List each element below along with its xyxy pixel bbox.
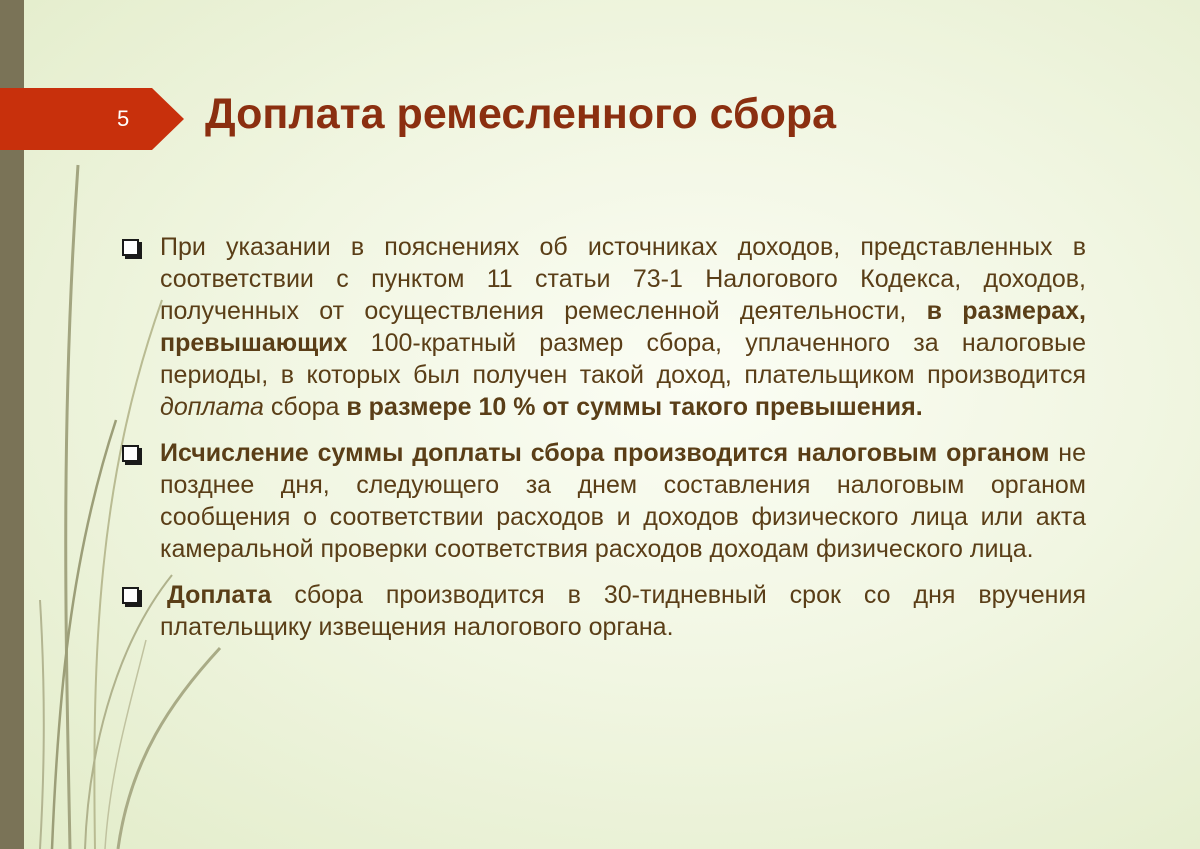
checkbox-bullet-icon [122,239,139,256]
slide-number: 5 [117,106,130,131]
bullet-text-bold: в размере 10 % от суммы такого превышения. [346,393,923,421]
bullet-list [122,231,1086,643]
checkbox-bullet-icon [122,587,139,604]
bullet-text-bold: Доплата [167,581,272,609]
bullet-text: При указании в пояснениях об источниках доходов, представленных в соответствии с пунктом 11 статьи 73-1 Налогового Кодекса, доходов, полученных от осуществления ремесленной деятельности, [160,233,1086,325]
bullet-text-bold: Исчисление суммы доплаты сбора производится налоговым органом [160,439,1050,467]
bullet-text-italic: доплата [160,393,264,421]
bullet-item [122,231,1086,423]
bullet-item [122,579,1086,643]
bullet-text: сбора [263,393,347,421]
bullet-text-bold: в размерах, превышающих [160,297,1086,357]
slide-title: Доплата ремесленного сбора [205,90,837,138]
badge-arrow-shape [0,88,184,150]
slide-number-badge [0,88,184,150]
bullet-text: не позднее дня, следующего за днем составления налоговым органом сообщения о соответствии расходов и доходов физического лица или акта камеральной проверки соответствия расходов доходам физического лица. [160,439,1087,563]
checkbox-bullet-icon [122,445,139,462]
bullet-text: сбора производится в 30-тидневный срок со дня вручения плательщику извещения налогового органа. [160,581,1086,641]
bullet-text: 100-кратный размер сбора, уплаченного за налоговые периоды, в которых был получен такой доход, плательщиком производится [160,329,1086,389]
bullet-item [122,437,1086,565]
